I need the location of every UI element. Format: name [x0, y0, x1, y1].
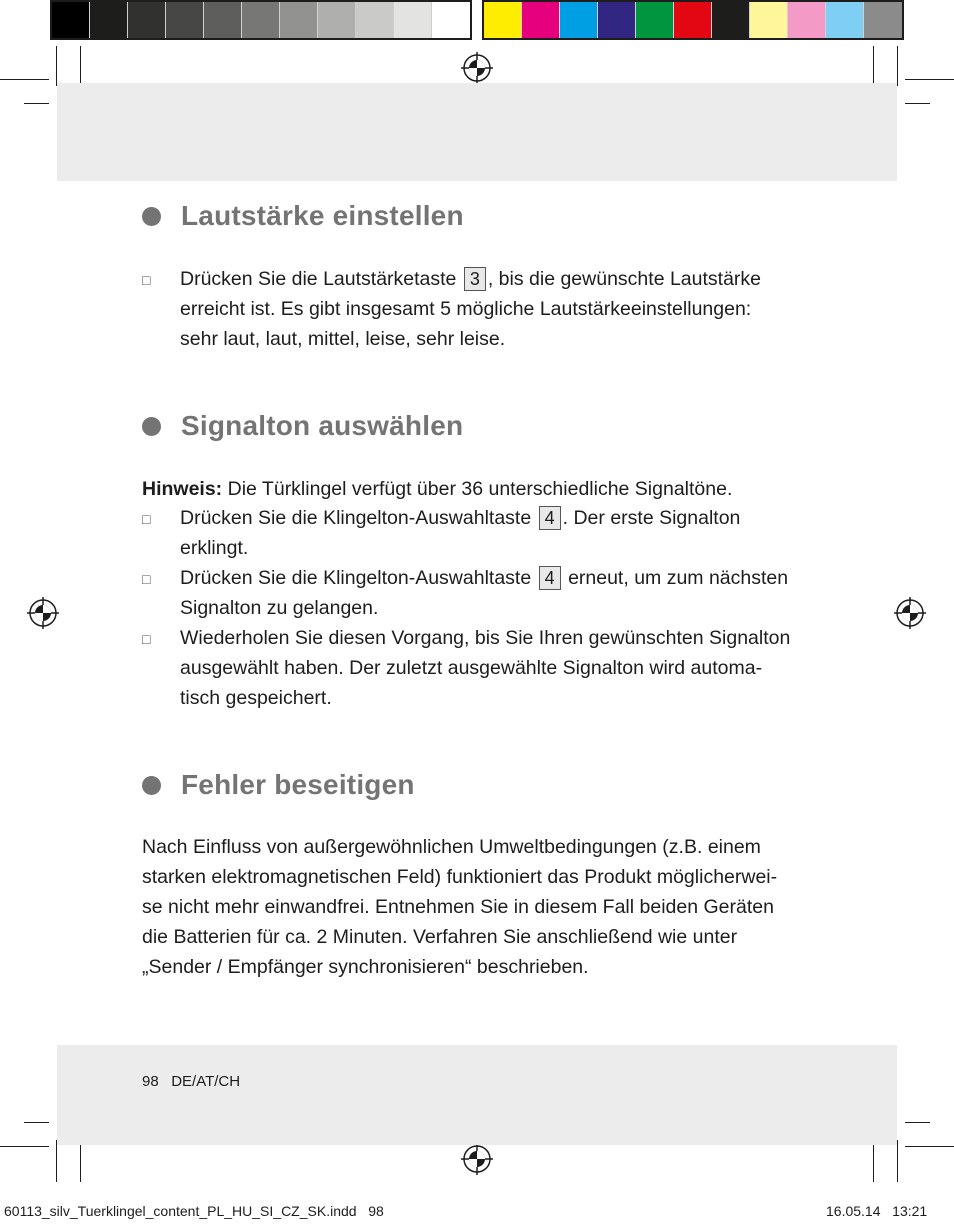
color-swatch	[750, 2, 788, 38]
color-swatch	[712, 2, 750, 38]
registration-mark-icon	[461, 1143, 493, 1175]
color-swatch	[432, 2, 470, 38]
key-reference: 4	[539, 566, 561, 590]
registration-mark-icon	[461, 52, 493, 84]
checkbox-marker: □	[142, 272, 151, 288]
crop-mark	[56, 1140, 57, 1182]
crop-mark	[905, 1122, 930, 1123]
list-item: □ Wiederholen Sie diesen Vorgang, bis Sie Ihren gewünschten Signalton ausgewählt haben. Der zuletzt ausgewählte Signalton wird automa- tisch gespeichert.	[142, 623, 832, 713]
key-reference: 4	[539, 506, 561, 530]
color-swatch	[356, 2, 394, 38]
slug-datetime: 16.05.14 13:21	[826, 1203, 928, 1219]
color-swatch	[318, 2, 356, 38]
page-footer	[142, 1073, 240, 1090]
color-swatch	[280, 2, 318, 38]
crop-mark	[0, 79, 49, 80]
crop-mark	[897, 1140, 898, 1182]
section-heading-volume	[142, 200, 464, 232]
crop-mark	[897, 46, 898, 86]
color-swatch	[204, 2, 242, 38]
color-swatch	[598, 2, 636, 38]
registration-mark-icon	[894, 597, 926, 629]
color-swatch	[560, 2, 598, 38]
crop-mark	[24, 103, 49, 104]
crop-mark	[905, 103, 930, 104]
crop-mark	[0, 1146, 49, 1147]
color-swatch	[52, 2, 90, 38]
crop-mark	[905, 79, 954, 80]
region-label: DE/AT/CH	[171, 1073, 241, 1090]
section-heading-signal	[142, 410, 463, 442]
crop-mark	[873, 46, 874, 86]
checkbox-marker: □	[142, 511, 151, 527]
crop-mark	[905, 1146, 954, 1147]
note-label: Hinweis:	[142, 478, 223, 500]
list-item: □ Drücken Sie die Klingelton-Auswahltaste 4 erneut, um zum nächsten Signalton zu gelangen.	[142, 563, 832, 623]
heading-bullet-icon	[142, 207, 161, 226]
color-swatch	[674, 2, 712, 38]
process-color-bar	[482, 0, 904, 40]
note-paragraph	[142, 474, 842, 504]
crop-mark	[24, 1122, 49, 1123]
crop-mark	[873, 1140, 874, 1182]
registration-mark-icon	[27, 597, 59, 629]
page-number: 98	[142, 1073, 159, 1090]
heading-bullet-icon	[142, 417, 161, 436]
checkbox-marker: □	[142, 571, 151, 587]
grayscale-color-bar	[50, 0, 472, 40]
color-swatch	[484, 2, 522, 38]
crop-mark	[80, 46, 81, 86]
key-reference: 3	[464, 267, 486, 291]
color-swatch	[636, 2, 674, 38]
troubleshooting-paragraph: Nach Einfluss von außergewöhnlichen Umweltbedingungen (z.B. einem starken elektromagnetischen Feld) funktioniert das Produkt möglicherwei- se nicht mehr einwandfrei. Entnehmen Sie in diesem Fall beiden Geräten die Batterien für ca. 2 Minuten. Verfahren Sie anschließend wie unter „Sender / Empfänger synchronisieren“ beschrieben.	[142, 836, 778, 978]
color-swatch	[242, 2, 280, 38]
header-band	[57, 83, 897, 181]
crop-mark	[80, 1140, 81, 1182]
footer-band	[57, 1045, 897, 1145]
checkbox-marker: □	[142, 631, 151, 647]
list-item: □ Drücken Sie die Lautstärketaste 3 , bis die gewünschte Lautstärke erreicht ist. Es gibt insgesamt 5 mögliche Lautstärkeeinstellungen: sehr laut, laut, mittel, leise, sehr leise.	[142, 264, 832, 354]
color-swatch	[90, 2, 128, 38]
slug-filename: 60113_silv_Tuerklingel_content_PL_HU_SI_CZ_SK.indd 98	[4, 1203, 384, 1219]
color-swatch	[788, 2, 826, 38]
heading-text: Signalton auswählen	[181, 410, 464, 441]
heading-text: Lautstärke einstellen	[181, 200, 464, 231]
section-heading-troubleshooting	[142, 769, 415, 801]
color-swatch	[864, 2, 902, 38]
color-swatch	[166, 2, 204, 38]
color-swatch	[128, 2, 166, 38]
color-swatch	[826, 2, 864, 38]
heading-text: Fehler beseitigen	[181, 769, 415, 800]
color-swatch	[522, 2, 560, 38]
crop-mark	[56, 46, 57, 86]
list-item: □ Drücken Sie die Klingelton-Auswahltaste 4 . Der erste Signalton erklingt.	[142, 503, 832, 563]
note-text: Die Türklingel verfügt über 36 unterschiedliche Signaltöne.	[227, 478, 733, 500]
color-swatch	[394, 2, 432, 38]
heading-bullet-icon	[142, 776, 161, 795]
